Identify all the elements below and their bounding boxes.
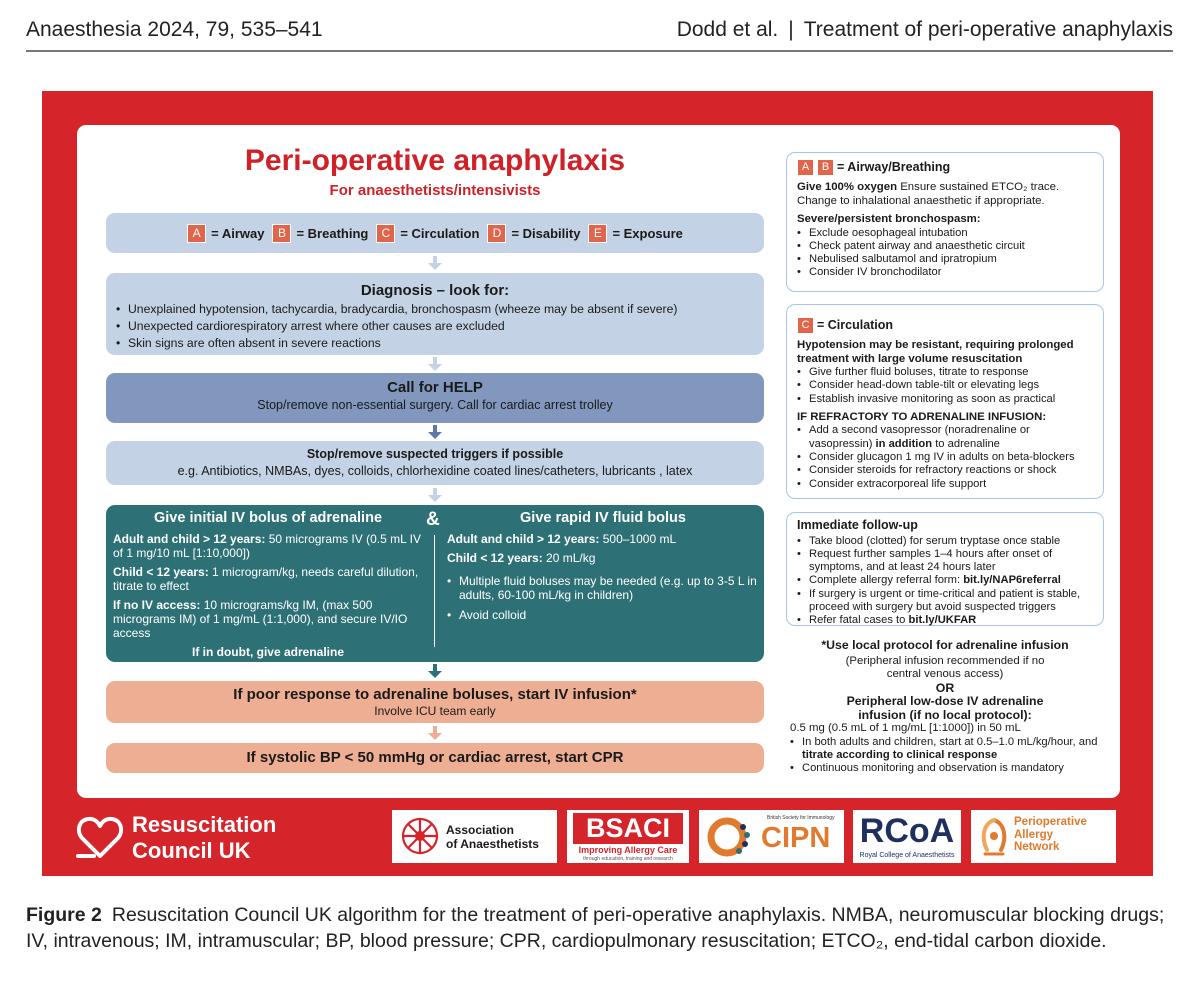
diagnosis-box	[106, 273, 764, 355]
pan-line3: Network	[1014, 841, 1060, 853]
flow-arrow-down-icon	[427, 488, 443, 502]
list-item: • Unexpected cardiorespiratory arrest where other causes are excluded	[116, 318, 756, 335]
start-text: In both adults and children, start at 0.5–1.0 mL/kg/hour, and	[802, 735, 1098, 748]
local-protocol-heading: *Use local protocol for adrenaline infusion	[821, 638, 1069, 652]
header-separator: |	[788, 18, 794, 41]
ukfar-link[interactable]: bit.ly/UKFAR	[908, 614, 977, 627]
followup-title: Immediate follow-up	[797, 518, 918, 532]
cipn-logo	[699, 810, 844, 863]
dose-text: 500–1000 mL	[599, 532, 677, 546]
panel-title: = Circulation	[817, 317, 894, 332]
cipn-top-text: British Society for Immunology	[767, 815, 835, 821]
fluid-adult	[447, 532, 759, 546]
abcde-label: = Exposure	[612, 225, 683, 241]
airway-panel-heading	[797, 159, 1093, 176]
figure-label: Figure 2	[26, 904, 102, 926]
low-dose-heading: Peripheral low-dose IV adrenaline infusion (if no local protocol):	[846, 694, 1044, 722]
cipn-ring-icon	[705, 815, 757, 859]
list-item: • Exclude oesophageal intubation	[797, 227, 1093, 240]
rc-line1: Resuscitation	[132, 812, 277, 837]
list-item: • Consider glucagon 1 mg IV in adults on beta-blockers	[797, 451, 1093, 464]
flow-arrow-down-icon	[427, 357, 443, 371]
help-heading: Call for HELP	[387, 379, 483, 396]
hypotension-intro: Hypotension may be resistant, requiring prolonged treatment with large volume resuscitation	[797, 339, 1074, 365]
fluid-list	[447, 574, 759, 622]
infusion-text: Involve ICU team early	[374, 704, 496, 718]
fluid-heading: Give rapid IV fluid bolus	[520, 510, 686, 526]
letter-e: E	[588, 224, 607, 243]
list-item	[797, 614, 1093, 627]
vaso-tail: to adrenaline	[932, 437, 1000, 450]
rc-line2: Council UK	[132, 838, 251, 863]
list-item: • Continuous monitoring and observation is mandatory	[790, 762, 1100, 775]
bolus-box	[106, 505, 764, 662]
adrenaline-no-iv	[113, 598, 423, 640]
rc-wordmark	[132, 812, 276, 864]
flow-arrow-down-icon	[427, 425, 443, 439]
rcoa-wordmark: RCoA	[859, 812, 955, 850]
flow-arrow-down-icon	[427, 664, 443, 678]
diagnosis-list	[106, 299, 764, 352]
local-protocol-section	[790, 639, 1100, 775]
starburst-icon	[400, 816, 440, 856]
list-item: • Skin signs are often absent in severe reactions	[116, 335, 756, 352]
journal-citation: Anaesthesia 2024, 79, 535–541	[26, 18, 323, 41]
aa-line2: of Anaesthetists	[446, 837, 539, 851]
authors: Dodd et al.	[676, 18, 779, 41]
list-item: • Nebulised salbutamol and ipratropium	[797, 253, 1093, 266]
oxygen-text: Ensure sustained ETCO₂ trace. Change to inhalational anaesthetic if appropriate.	[797, 181, 1060, 207]
dose-label: Adult and child > 12 years:	[113, 532, 266, 546]
perioperative-allergy-network-logo	[971, 810, 1116, 863]
if-in-doubt: If in doubt, give adrenaline	[191, 645, 344, 659]
list-item: • If surgery is urgent or time-critical and patient is stable, proceed with surgery but avoid suspected triggers	[797, 588, 1093, 615]
adrenaline-child	[113, 565, 423, 593]
algorithm-title: Peri-operative anaphylaxis	[244, 144, 626, 177]
bsaci-tagline: Improving Allergy Care	[578, 845, 678, 855]
caption-text: Resuscitation Council UK algorithm for the treatment of peri-operative anaphylaxis. NMBA, neuromuscular blocking drugs; IV, intravenous; IM, intramuscular; BP, blood pressure; CPR, cardiopulmonary resuscitation; ETCO₂, end-tidal carbon dioxide.	[26, 904, 1165, 952]
followup-list	[797, 535, 1093, 628]
letter-a: A	[187, 224, 206, 243]
list-item: • Multiple fluid boluses may be needed (e.g. up to 3-5 L in adults, 60-100 mL/kg in children)	[447, 574, 759, 602]
vaso-text: Add a second vasopressor (noradrenaline or vasopressin)	[809, 424, 1030, 450]
rcoa-tagline: Royal College of Anaesthetists	[859, 852, 955, 859]
dose-label: Child < 12 years:	[113, 565, 209, 579]
rcoa-logo	[853, 810, 961, 863]
triggers-text: e.g. Antibiotics, NMBAs, dyes, colloids, chlorhexidine coated lines/catheters, lubricants , latex	[177, 464, 693, 478]
list-item: • Consider extracorporeal life support	[797, 478, 1093, 491]
ampersand: &	[426, 509, 440, 530]
adrenaline-column	[113, 511, 423, 659]
association-of-anaesthetists-logo	[392, 810, 557, 863]
letter-b: B	[272, 224, 291, 243]
fluid-child	[447, 551, 759, 565]
flow-arrow-down-icon	[427, 726, 443, 740]
dose-text: 50 micrograms IV (0.5 mL IV of 1 mg/10 mL [1:10,000])	[113, 532, 421, 560]
bsaci-subtagline: through education, training and research	[583, 856, 673, 862]
dose-line: 0.5 mg (0.5 mL of 1 mg/mL [1:1000]) in 50 mL	[790, 722, 1021, 734]
abcde-label: = Airway	[211, 225, 265, 241]
dose-label: Adult and child > 12 years:	[447, 532, 600, 546]
call-for-help-box	[106, 373, 764, 423]
list-item: • Establish invasive monitoring as soon as practical	[797, 393, 1093, 406]
abcde-item-e	[588, 224, 682, 243]
list-item: • Take blood (clotted) for serum tryptase once stable	[797, 535, 1093, 548]
local-protocol-note: (Peripheral infusion recommended if no central venous access)	[845, 654, 1045, 680]
infusion-list	[790, 736, 1100, 776]
figure-caption	[26, 902, 1176, 954]
bronchospasm-list	[797, 227, 1093, 280]
dose-text: 10 micrograms/kg IM, (max 500 micrograms IM) of 1 mg/mL (1:1,000), and secure IV/IO access	[113, 598, 408, 640]
adrenaline-heading: Give initial IV bolus of adrenaline	[153, 510, 383, 526]
aa-line1: Association	[446, 823, 515, 837]
cipn-wordmark: CIPN	[761, 822, 831, 854]
dose-text: 1 microgram/kg, needs careful dilution, titrate to effect	[113, 565, 419, 593]
triggers-box	[106, 441, 764, 485]
list-item: • Unexplained hypotension, tachycardia, bradycardia, bronchospasm (wheeze may be absent if severe)	[116, 301, 756, 318]
page-header	[26, 14, 1173, 52]
infusion-heading: If poor response to adrenaline boluses, start IV infusion*	[233, 686, 637, 703]
list-item: • Avoid colloid	[447, 608, 759, 622]
resuscitation-council-logo	[74, 812, 314, 864]
pan-figures-icon	[977, 816, 1011, 858]
dose-text: 20 mL/kg	[542, 551, 596, 565]
abcde-box	[106, 213, 764, 253]
cpr-box	[106, 743, 764, 773]
followup-panel	[786, 512, 1104, 626]
pan-line1: Perioperative	[1014, 816, 1087, 828]
or-divider: OR	[935, 680, 955, 695]
fluid-column	[447, 511, 759, 628]
list-item	[797, 424, 1093, 451]
abcde-item-a	[187, 224, 264, 243]
short-title: Treatment of peri-operative anaphylaxis	[803, 18, 1173, 41]
fatal-text: Refer fatal cases to	[809, 614, 909, 627]
abcde-label: = Disability	[511, 225, 581, 241]
list-item: • Give further fluid boluses, titrate to response	[797, 366, 1093, 379]
circulation-panel-heading	[797, 317, 1093, 334]
flow-arrow-down-icon	[427, 256, 443, 270]
panel-title: = Airway/Breathing	[837, 159, 951, 174]
list-item: • Check patent airway and anaesthetic circuit	[797, 240, 1093, 253]
bronchospasm-heading: Severe/persistent bronchospasm:	[797, 213, 981, 225]
referral-link[interactable]: bit.ly/NAP6referral	[963, 574, 1061, 587]
list-item: • Consider IV bronchodilator	[797, 266, 1093, 279]
abcde-label: = Circulation	[400, 225, 480, 241]
referral-text: Complete allergy referral form:	[809, 574, 964, 587]
heart-icon	[74, 812, 126, 864]
abcde-item-d	[487, 224, 580, 243]
triggers-heading: Stop/remove suspected triggers if possible	[306, 447, 564, 461]
vaso-bold: in addition	[875, 437, 933, 450]
bsaci-logo	[567, 810, 689, 863]
dose-label: Child < 12 years:	[447, 551, 543, 565]
circulation-panel	[786, 304, 1104, 499]
pan-line2: Allergy	[1014, 828, 1053, 841]
running-title	[677, 18, 1173, 42]
pan-wordmark	[1014, 816, 1087, 854]
start-bold: titrate according to clinical response	[802, 748, 998, 761]
abcde-label: = Breathing	[296, 225, 369, 241]
abcde-item-b	[272, 224, 368, 243]
aa-wordmark	[446, 823, 539, 851]
bsaci-wordmark: BSACI	[573, 813, 683, 844]
oxygen-bold: Give 100% oxygen	[797, 181, 898, 193]
list-item	[797, 574, 1093, 587]
refractory-heading: IF REFRACTORY TO ADRENALINE INFUSION:	[797, 410, 1047, 423]
column-divider	[434, 535, 435, 647]
circulation-list	[797, 366, 1093, 406]
list-item: • Consider steroids for refractory reactions or shock	[797, 464, 1093, 477]
list-item	[790, 736, 1100, 763]
algorithm-subtitle: For anaesthetists/intensivists	[329, 182, 541, 199]
letter-c: C	[376, 224, 395, 243]
adrenaline-adult	[113, 532, 423, 560]
help-text: Stop/remove non-essential surgery. Call for cardiac arrest trolley	[257, 398, 613, 412]
oxygen-instruction	[797, 181, 1093, 208]
letter-a: A	[797, 159, 814, 176]
abcde-item-c	[376, 224, 479, 243]
cpr-heading: If systolic BP < 50 mmHg or cardiac arrest, start CPR	[246, 749, 624, 766]
infusion-box	[106, 681, 764, 723]
dose-label: If no IV access:	[113, 598, 201, 612]
airway-breathing-panel	[786, 152, 1104, 292]
letter-d: D	[487, 224, 506, 243]
letter-b: B	[817, 159, 834, 176]
refractory-list	[797, 424, 1093, 490]
letter-c: C	[797, 317, 814, 334]
diagnosis-heading: Diagnosis – look for:	[360, 282, 510, 299]
list-item: • Consider head-down table-tilt or elevating legs	[797, 379, 1093, 392]
list-item: • Request further samples 1–4 hours after onset of symptoms, and at least 24 hours later	[797, 548, 1093, 575]
